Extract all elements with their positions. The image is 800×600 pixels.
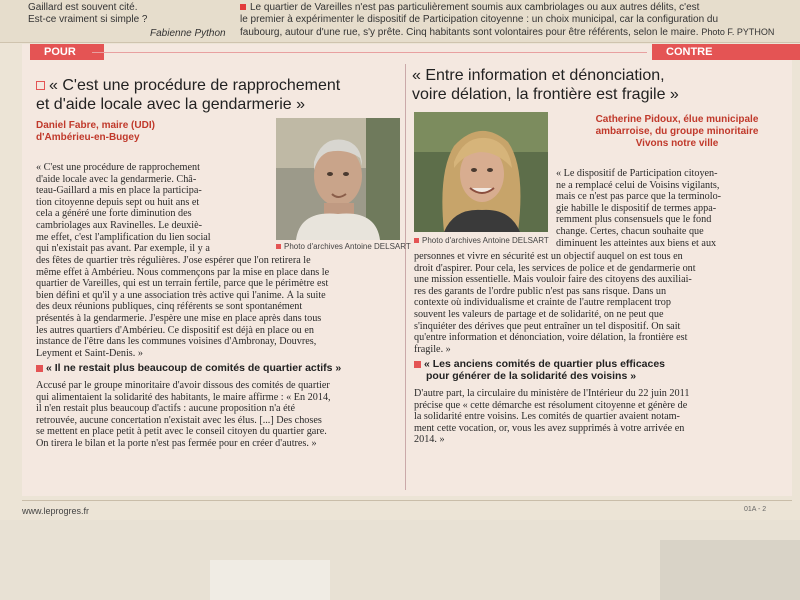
body-line: d'aide locale avec la gendarmerie. Châ-: [36, 173, 197, 185]
pour-author: [36, 120, 155, 144]
bullet-square-icon: [240, 4, 246, 10]
header-rule: [92, 52, 647, 53]
body-line: gie habille le dispositif de termes appa-: [556, 202, 717, 214]
body-line: ne a remplacé celui de Voisins vigilants,: [556, 179, 720, 191]
body-line: Leyment et Saint-Denis. »: [36, 347, 143, 359]
contre-body-narrow: [556, 168, 784, 249]
author-town: d'Ambérieu-en-Bugey: [36, 132, 140, 143]
body-line: fragile. »: [414, 343, 451, 355]
body-line: une mission essentielle. Mais vouloir faire des citoyens des auxiliai-: [414, 274, 692, 286]
body-line: contexte où individualisme et crainte de l'autre remplacent trop: [414, 297, 671, 309]
body-line: diminuent les atteintes aux biens et aux: [556, 237, 717, 249]
previous-article-strip: [0, 0, 800, 43]
footer-page-code: 01A - 2: [744, 506, 767, 513]
body-line: des fêtes de quartier très régulières. J'ose espérer que l'on retirera le: [36, 255, 311, 266]
other-paper-sheet: [660, 540, 800, 600]
pour-tag: POUR: [30, 44, 104, 60]
column-divider: [405, 64, 406, 490]
contre-subhead: [414, 358, 665, 382]
body-line: change. Certes, chacun souhaite que: [556, 225, 704, 237]
grid-paper-sheet: [210, 560, 330, 600]
author-group: Vivons notre ville: [635, 138, 719, 149]
body-line: Accusé par le groupe minoritaire d'avoir dissous des comités de quartier: [36, 380, 330, 391]
body-line: tion citoyenne depuis sept ou huit ans et: [36, 196, 200, 208]
footer-rule: [22, 500, 792, 501]
pour-body-narrow: [36, 162, 268, 255]
author-name: Catherine Pidoux, élue municipale: [595, 114, 759, 125]
headline-line: voire délation, la frontière est fragile »: [412, 86, 679, 103]
top-left-line-1: Gaillard est souvent cité.: [28, 2, 138, 13]
body-line: quartier de Vareilles, qui est un terrain fertile, parce que le périmètre est: [36, 278, 329, 290]
pour-body-wide: [36, 255, 400, 359]
headline-line: et d'aide locale avec la gendarmerie »: [36, 96, 305, 113]
footer-url: www.leprogres.fr: [22, 506, 90, 516]
author-role: ambarroise, du groupe minoritaire: [595, 126, 759, 137]
subhead-square-icon: [36, 365, 43, 372]
body-line: personnes et vivre en sécurité est un objectif auquel on est tous en: [414, 251, 683, 262]
body-line: teau-Gaillard a mis en place la participa-: [36, 185, 202, 197]
photo-credit: Photo F. PYTHON: [701, 27, 775, 37]
photo-caption-block: [240, 2, 780, 39]
top-left-credit: Fabienne Python: [150, 28, 226, 39]
pour-contre-box: [22, 44, 792, 496]
contre-sub-body: [414, 388, 784, 446]
body-line: « C'est une procédure de rapprochement: [36, 162, 200, 173]
body-line: des deux réunions publiques, cinq référents se sont spontanément: [36, 301, 303, 313]
body-line: bien défini et qu'il y a une association très active qui l'anime. À la suite: [36, 289, 326, 301]
body-line: la solidarité entre voisins. Les comités de quartier avaient notam-: [414, 411, 680, 423]
body-line: s'inquiéter des dérives que peut entraîner un tel dispositif. On sait: [414, 320, 681, 332]
body-line: ment cette vocation, or, vous les avez supprimés à votre arrivée en: [414, 422, 685, 434]
pour-subhead: « Il ne restait plus beaucoup de comités de quartier actifs »: [36, 362, 341, 374]
body-line: qui n'existait pas avant. Par exemple, il y a: [36, 243, 210, 255]
body-line: cambriolages aux Ravinelles. Le deuxiè-: [36, 219, 203, 231]
contre-author: [572, 114, 782, 150]
contre-body-wide: [414, 251, 784, 355]
headline-line: « C'est une procédure de rapprochement: [36, 76, 340, 95]
body-line: me effet, c'est l'amplification du lien social: [36, 231, 211, 243]
top-left-line-2: Est-ce vraiment si simple ?: [28, 14, 148, 25]
body-line: D'autre part, la circulaire du ministère de l'Intérieur du 22 juin 2011: [414, 388, 690, 399]
body-line: « Le dispositif de Participation citoyen-: [556, 168, 718, 179]
body-line: instance de l'être dans les communes voisines d'Ambronay, Douvres,: [36, 336, 317, 348]
body-line: il n'en restait plus beaucoup d'actifs : aucune proposition n'a été: [36, 403, 295, 415]
body-line: 2014. »: [414, 434, 445, 446]
body-line: présentés à la gendarmerie. J'espère une mise en place après dans tous: [36, 312, 322, 324]
pour-headline: [36, 76, 340, 114]
body-line: même effet à Ambérieu. Nous commençons par la mise en place dans le: [36, 266, 330, 278]
pour-photo-caption: Photo d'archives Antoine DELSART: [276, 242, 411, 251]
body-line: les autres quartiers d'Ambérieu. Ce dispositif est déjà en place ou en: [36, 324, 314, 336]
body-line: cela a généré une forte diminution des: [36, 208, 192, 220]
subhead-line: pour générer de la solidarité des voisins »: [426, 370, 637, 382]
contre-tag: CONTRE: [652, 44, 800, 60]
portrait-photo-man: [276, 118, 400, 240]
body-line: retrouvée, aucune concertation n'existait avec les élus. [...] Des choses: [36, 414, 322, 426]
body-line: droit d'aspirer. Pour cela, les services de police et de gendarmerie ont: [414, 262, 696, 274]
portrait-photo-woman: [414, 112, 548, 232]
contre-photo-caption: Photo d'archives Antoine DELSART: [414, 236, 549, 245]
body-line: souvent les valeurs de partage et de solidarité, on ne peut que: [414, 308, 664, 320]
body-line: res des garants de l'ordre public n'est pas sans risque. Dans un: [414, 285, 667, 297]
headline-line: « Entre information et dénonciation,: [412, 67, 665, 84]
body-line: se mettent en place petit à petit avec le conseil citoyen du quartier gare.: [36, 426, 327, 438]
body-line: remment plus consensuels que le fond: [556, 214, 712, 226]
portrait-man-illustration: [276, 118, 400, 240]
body-line: On tirera le bilan et la porte n'est pas fermée pour en créer d'autres. »: [36, 437, 317, 449]
caption-line: Le quartier de Vareilles n'est pas particulièrement soumis aux cambriolages ou aux autres délits, c'est: [240, 2, 780, 14]
subhead-square-icon: [414, 361, 421, 368]
contre-headline: [412, 66, 679, 104]
portrait-woman-illustration: [414, 112, 548, 232]
author-name: Daniel Fabre, maire (UDI): [36, 120, 155, 131]
body-line: qui alimentaient la solidarité des habitants, le maire affirme : « En 2014,: [36, 391, 331, 403]
quote-marker-icon: [36, 81, 45, 90]
pour-sub-body: [36, 380, 400, 450]
caption-square-icon: [414, 238, 419, 243]
subhead-line: « Les anciens comités de quartier plus efficaces: [414, 358, 665, 370]
caption-square-icon: [276, 244, 281, 249]
caption-line: le premier à expérimenter le dispositif de Participation citoyenne : un choix municipal, car la configuration du: [240, 14, 719, 25]
caption-line: faubourg, autour d'une rue, s'y prête. Cinq habitants sont volontaires pour être référents, selon le maire. Photo F. PYTHON: [240, 27, 775, 38]
body-line: mais ce n'est pas parce que la terminolo-: [556, 191, 722, 203]
body-line: précise que « cette démarche est résolument citoyenne et génère de: [414, 399, 688, 411]
body-line: qu'entre information et dénonciation, voire délation, la frontière est: [414, 332, 688, 344]
